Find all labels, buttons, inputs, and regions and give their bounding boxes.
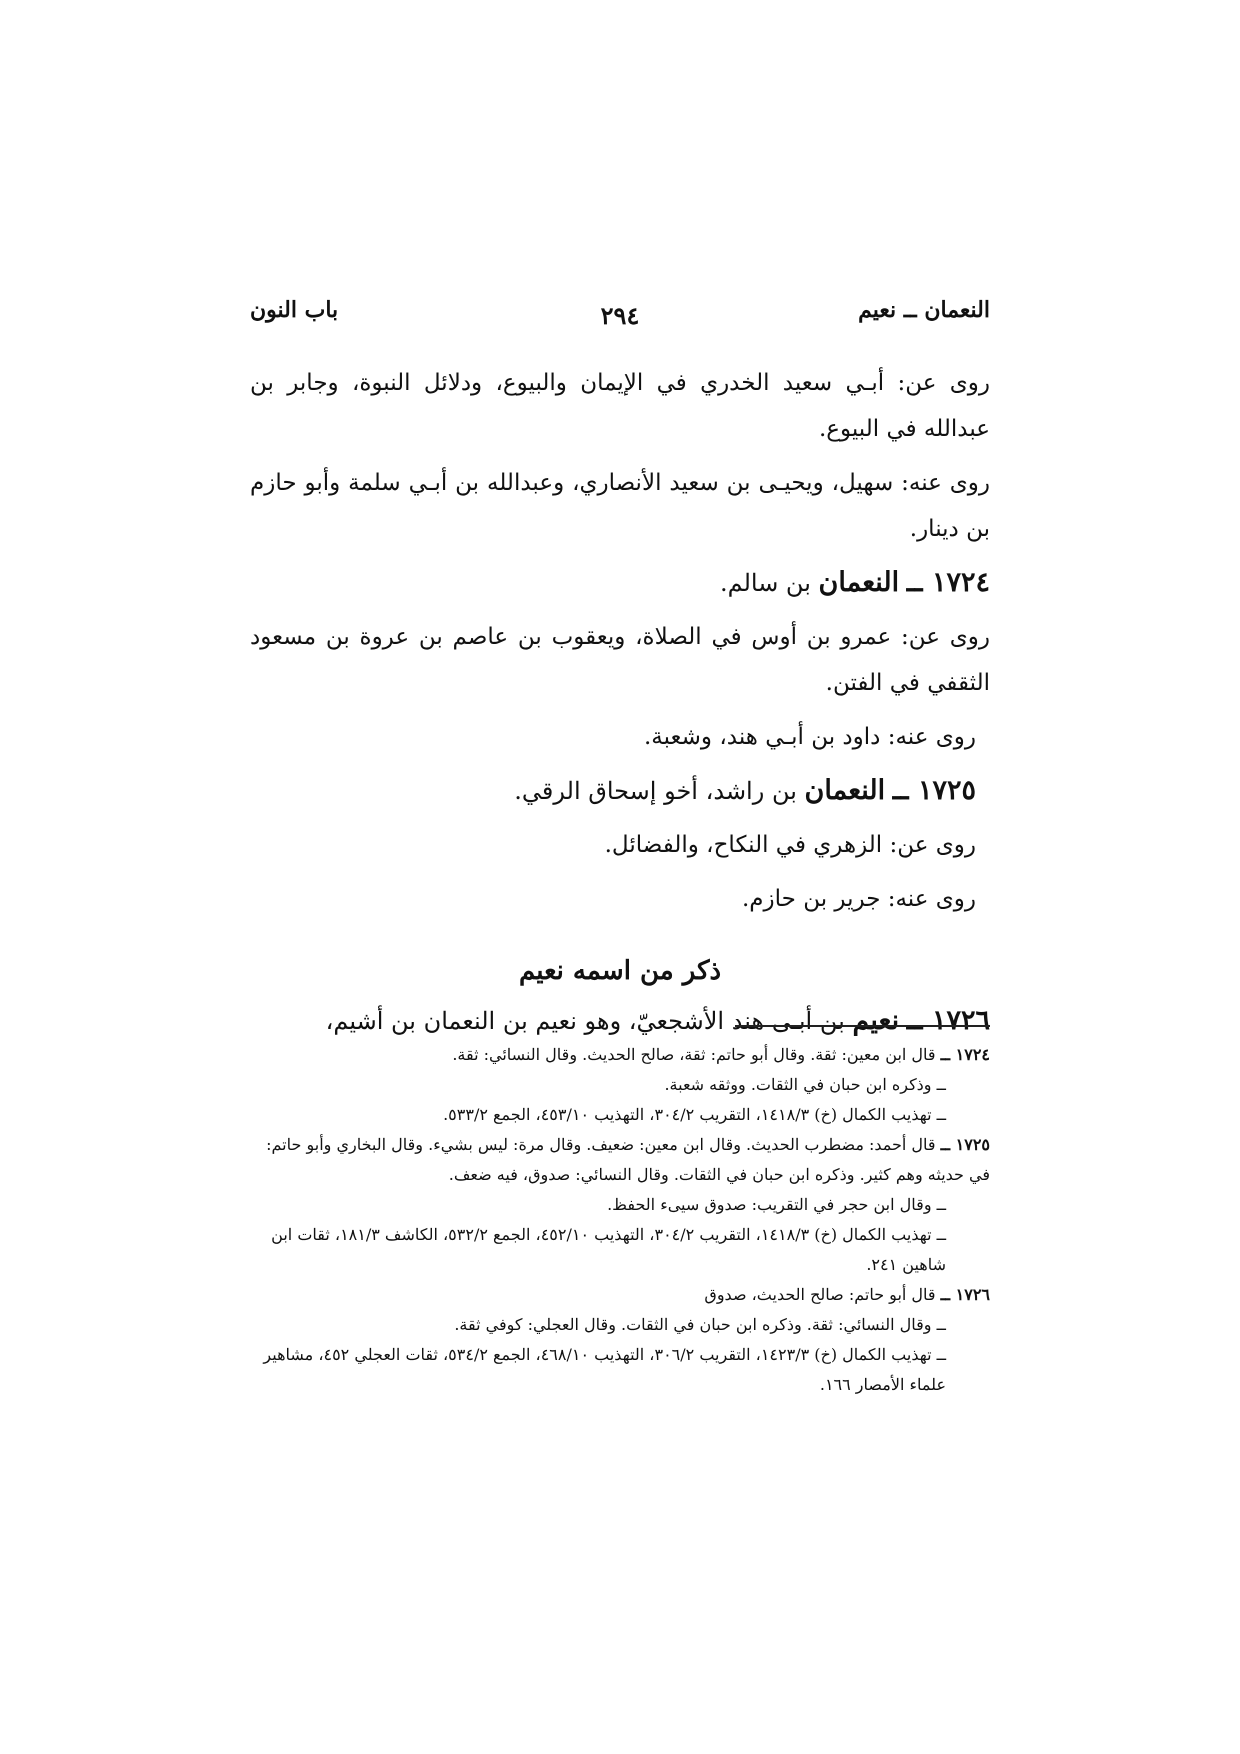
footnote-1726-note-b: ــ وقال النسائي: ثقة. وذكره ابن حبان في الثقات. وقال العجلي: كوفي ثقة. bbox=[454, 1315, 946, 1334]
entry-1725-narrated-from: روى عن: الزهري في النكاح، والفضائل. bbox=[604, 832, 976, 858]
entry-1726-title bbox=[250, 998, 990, 1044]
section-heading: ذكر من اسمه نعيم bbox=[518, 956, 722, 986]
entry-1725-title bbox=[250, 768, 990, 814]
entry-1726-name: نعيم bbox=[852, 1005, 900, 1036]
page-number: ٢٩٤ bbox=[600, 301, 640, 330]
entry-1725-number: ١٧٢٥ ــ bbox=[892, 775, 976, 806]
entry-1724-lineage: بن سالم. bbox=[719, 569, 811, 597]
entry-1724-title bbox=[250, 560, 990, 606]
footnote-1725 bbox=[250, 1130, 990, 1190]
footnotes bbox=[250, 1040, 990, 1400]
footnote-1725-text: قال أحمد: مضطرب الحديث. وقال ابن معين: ضعيف. وقال مرة: ليس بشيء. وقال البخاري وأبو حاتم: في حديثه وهم كثير. وذكره ابن حبان في الثقات. وقال النسائي: صدوق، فيه ضعف. bbox=[266, 1135, 990, 1184]
footnote-separator bbox=[735, 1025, 990, 1027]
entry-1724-narrated-by: روى عنه: داود بن أبـي هند، وشعبة. bbox=[643, 724, 976, 750]
entry-1726-number: ١٧٢٦ ــ bbox=[906, 1005, 990, 1036]
entry-1724-narrated-from: روى عن: عمرو بن أوس في الصلاة، ويعقوب بن عاصم بن عروة بن مسعود الثقفي في الفتن. bbox=[250, 624, 990, 696]
footnote-1726-sources: ــ تهذيب الكمال (خ) ١٤٢٣/٣، التقريب ٣٠٦/٢، التهذيب ٤٦٨/١٠، الجمع ٥٣٤/٢، ثقات العجلي ٤٥٢، مشاهير علماء الأمصار ١٦٦. bbox=[263, 1345, 946, 1394]
narrated-from-paragraph: روى عن: أبـي سعيد الخدري في الإيمان والبيوع، ودلائل النبوة، وجابر بن عبدالله في البيوع. bbox=[250, 370, 990, 442]
footnote-1724-note-b: ــ وذكره ابن حبان في الثقات. ووثقه شعبة. bbox=[664, 1075, 946, 1094]
entry-1726-lineage: بن أبـى هند الأشجعيّ، وهو نعيم بن النعمان بن أشيم، bbox=[325, 1007, 845, 1035]
entry-1725-lineage: بن راشد، أخو إسحاق الرقي. bbox=[514, 777, 797, 805]
footnote-1725-sources: ــ تهذيب الكمال (خ) ١٤١٨/٣، التقريب ٣٠٤/٢، التهذيب ٤٥٢/١٠، الجمع ٥٣٢/٢، الكاشف ١٨١/٣، ثقات ابن شاهين ٢٤١. bbox=[271, 1225, 946, 1274]
entry-1725-narrated-by: روى عنه: جرير بن حازم. bbox=[742, 886, 976, 912]
running-header bbox=[250, 297, 990, 337]
footnote-1726-text: قال أبو حاتم: صالح الحديث، صدوق bbox=[704, 1285, 936, 1304]
entry-1724-name: النعمان bbox=[818, 567, 900, 598]
footnote-1725-note-b: ــ وقال ابن حجر في التقريب: صدوق سيىء الحفظ. bbox=[607, 1195, 946, 1214]
entry-1724-number: ١٧٢٤ ــ bbox=[906, 567, 990, 598]
main-text bbox=[250, 360, 990, 1052]
footnote-1724 bbox=[250, 1040, 990, 1070]
narrated-by-paragraph: روى عنه: سهيل، ويحيـى بن سعيد الأنصاري، وعبدالله بن أبـي سلمة وأبو حازم بن دينار. bbox=[250, 470, 990, 542]
footnote-1725-number: ١٧٢٥ ــ bbox=[940, 1135, 990, 1154]
footnote-1724-text: قال ابن معين: ثقة. وقال أبو حاتم: ثقة، صالح الحديث. وقال النسائي: ثقة. bbox=[452, 1045, 936, 1064]
footnote-1726 bbox=[250, 1280, 990, 1310]
footnote-1724-number: ١٧٢٤ ــ bbox=[940, 1045, 990, 1064]
header-chapter-title: النعمان ــ نعيم bbox=[858, 297, 990, 323]
footnote-1724-sources: ــ تهذيب الكمال (خ) ١٤١٨/٣، التقريب ٣٠٤/٢، التهذيب ٤٥٣/١٠، الجمع ٥٣٣/٢. bbox=[443, 1105, 946, 1124]
footnote-1726-number: ١٧٢٦ ــ bbox=[940, 1285, 990, 1304]
entry-1725-name: النعمان bbox=[804, 775, 886, 806]
header-section-title: باب النون bbox=[250, 297, 339, 323]
